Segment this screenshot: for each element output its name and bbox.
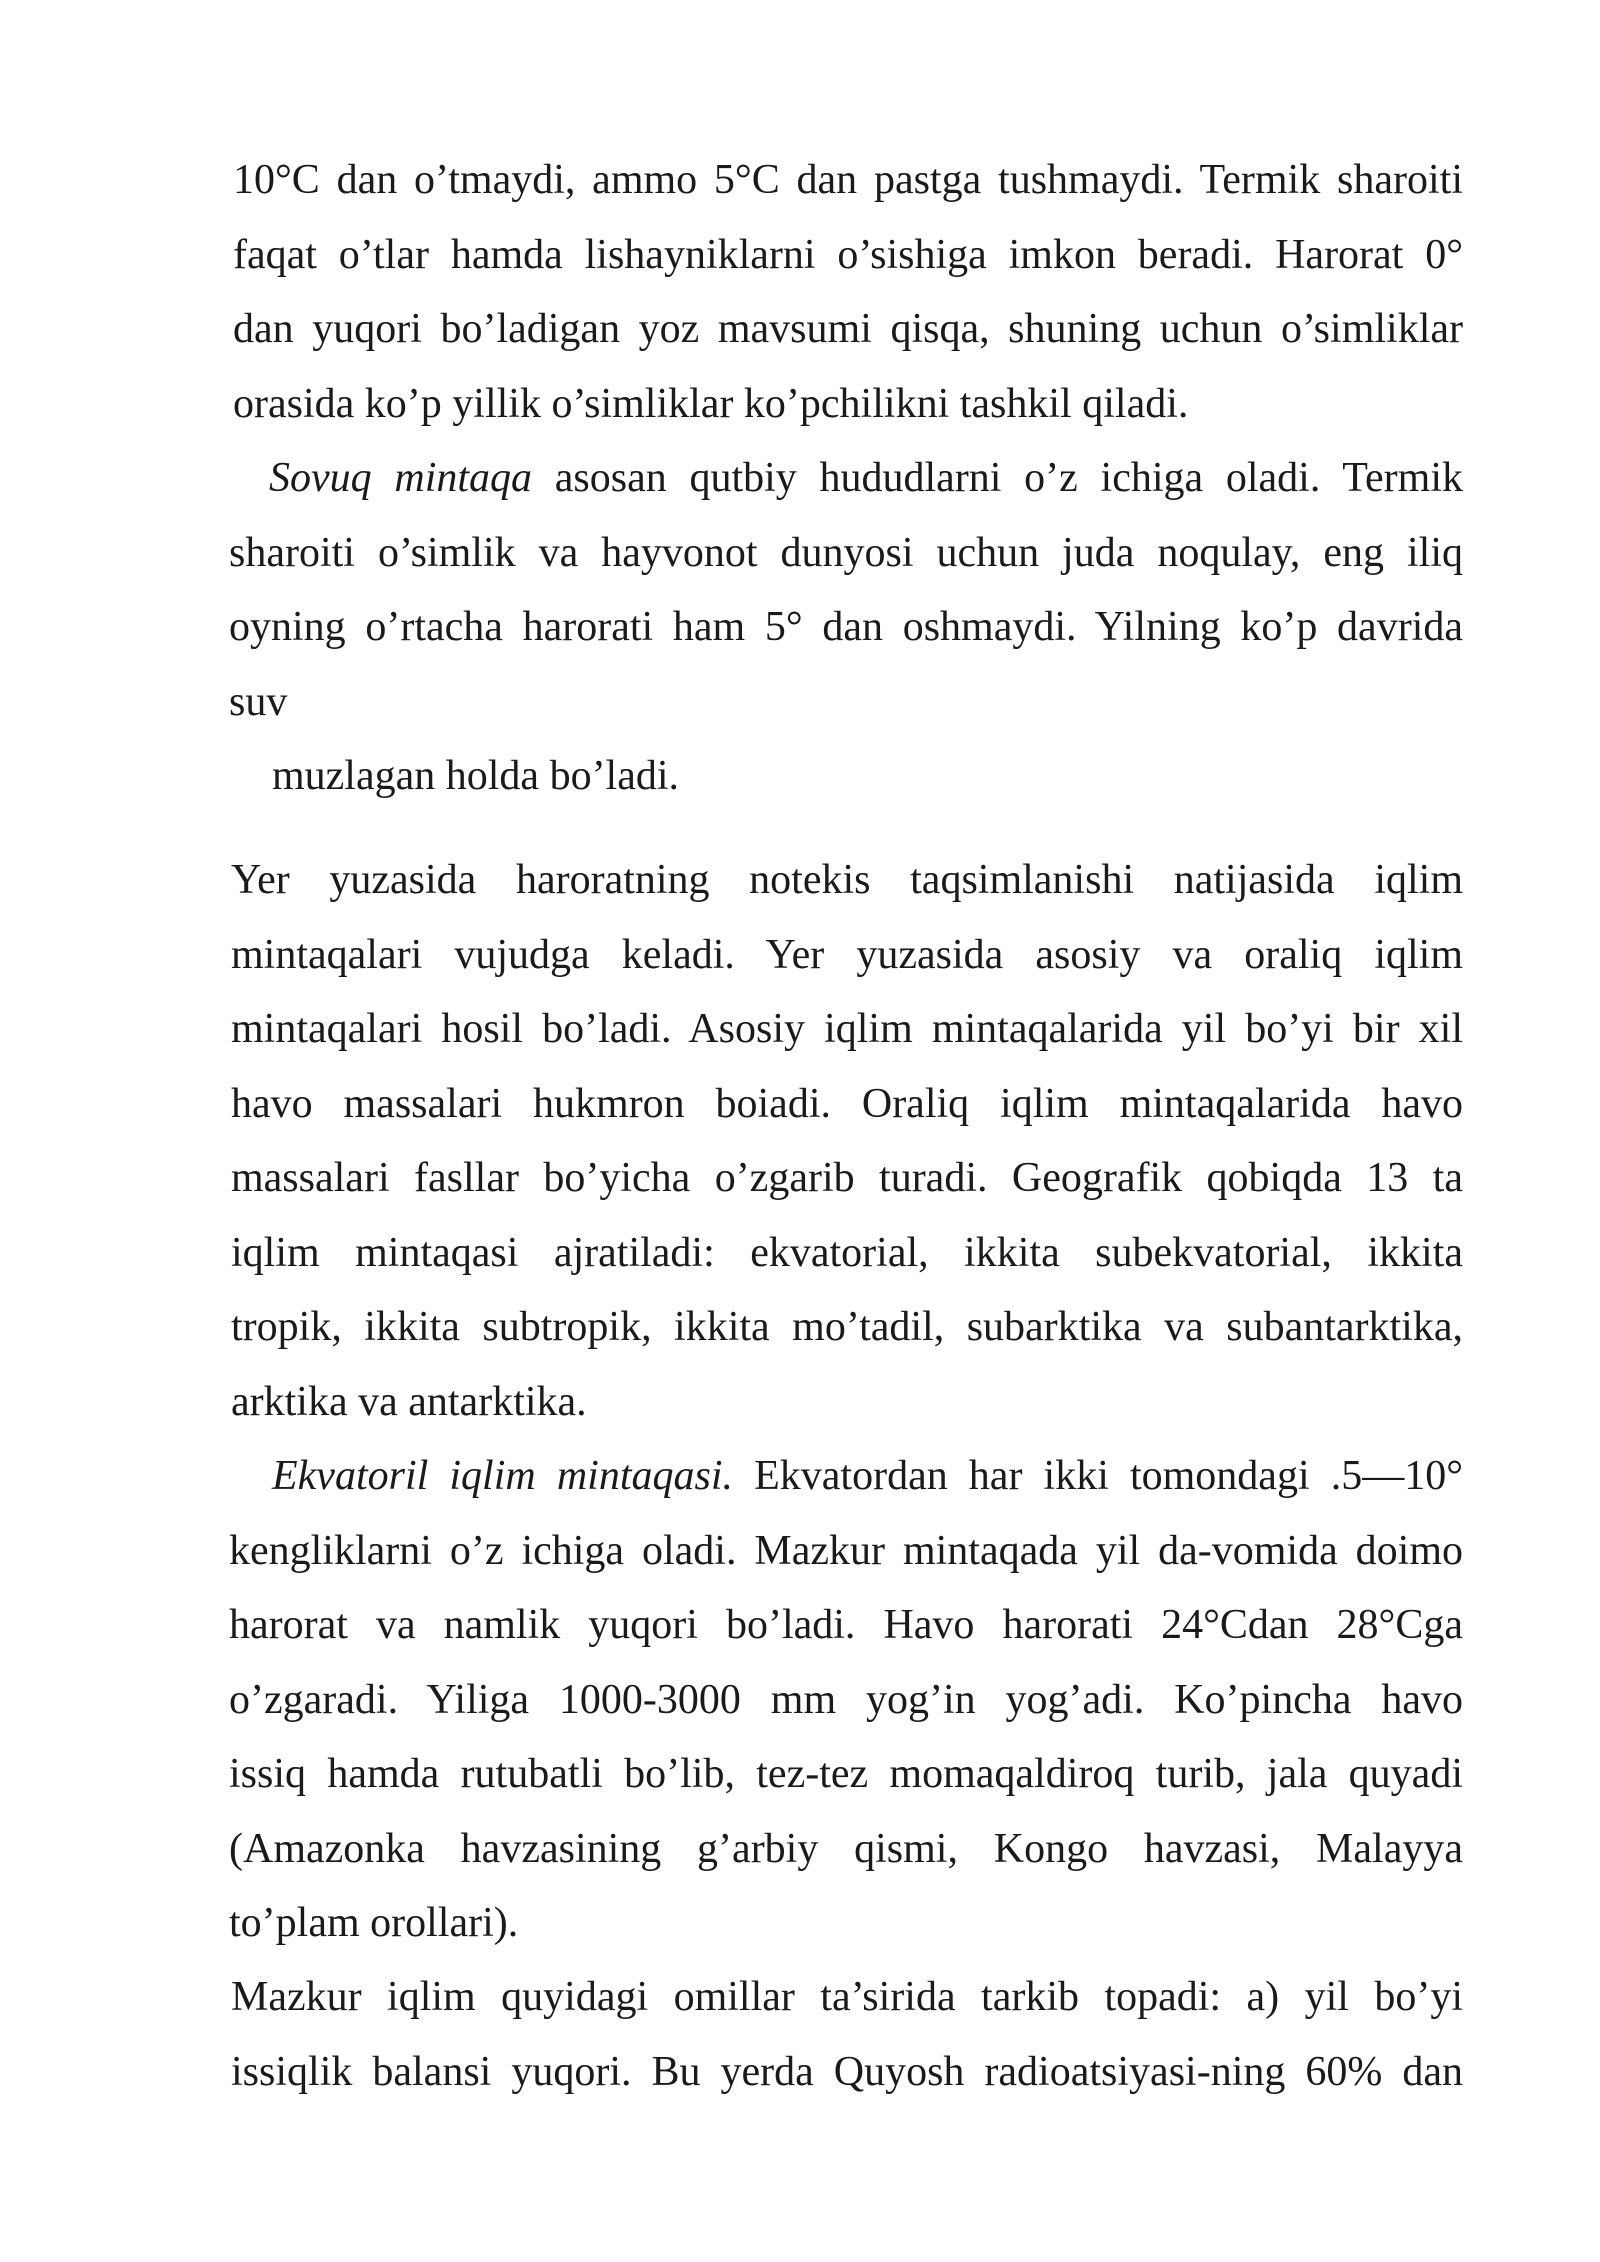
text-line: to’plam orollari).: [229, 1900, 519, 1946]
text-line: Yer yuzasida haroratning notekis taqsimlanishi natijasida iqlim: [231, 857, 1463, 903]
text-line: tropik, ikkita subtropik, ikkita mo’tadil, subarktika va subantarktika,: [231, 1304, 1463, 1350]
text-fragment: asosan qutbiy hududlarni o’z ichiga oladi. Termik: [532, 455, 1463, 501]
paragraph-cold-zone: [229, 441, 1463, 739]
text-line: faqat o’tlar hamda lishayniklarni o’sishiga imkon beradi. Harorat 0°: [233, 231, 1463, 278]
text-line: arktika va antarktika.: [231, 1378, 587, 1425]
text-line: 10°C dan o’tmaydi, ammo 5°C dan pastga tushmaydi. Termik sharoiti: [233, 157, 1463, 203]
text-line: massalari fasllar bo’yicha o’zgarib turadi. Geografik qobiqda 13 ta: [231, 1155, 1463, 1201]
text-fragment: Ekvatordan har ikki tomondagi .5—10°: [733, 1453, 1463, 1499]
text-line: havo massalari hukmron boiadi. Oraliq iqlim mintaqalarida havo: [231, 1080, 1463, 1127]
text-line: o’zgaradi. Yiliga 1000-3000 mm yog’in yog’adi. Ko’pincha havo: [229, 1676, 1463, 1723]
text-line: kengliklarni o’z ichiga oladi. Mazkur mintaqada yil da-vomida doimo: [229, 1527, 1463, 1574]
text-line: iqlim mintaqasi ajratiladi: ekvatorial, ikkita subekvatorial, ikkita: [231, 1229, 1463, 1276]
text-line: sharoiti o’simlik va hayvonot dunyosi uchun juda noqulay, eng iliq: [229, 529, 1463, 576]
text-line: orasida ko’p yillik o’simliklar ko’pchilikni tashkil qiladi.: [233, 380, 1189, 427]
text-line: issiq hamda rutubatli bo’lib, tez-tez momaqaldiroq turib, jala quyadi: [229, 1751, 1463, 1797]
text-line: [229, 1439, 1463, 1514]
text-line: mintaqalari vujudga keladi. Yer yuzasida asosiy va oraliq iqlim: [231, 931, 1463, 978]
text-line: muzlagan holda bo’ladi.: [272, 753, 680, 799]
paragraph-thermal-conditions: [233, 143, 1463, 441]
text-line: mintaqalari hosil bo’ladi. Asosiy iqlim mintaqalarida yil bo’yi bir xil: [231, 1006, 1463, 1052]
text-line: suv: [229, 678, 288, 725]
text-line: (Amazonka havzasining g’arbiy qismi, Kongo havzasi, Malayya: [229, 1825, 1463, 1872]
text-line: Mazkur iqlim quyidagi omillar ta’sirida tarkib topadi: a) yil bo’yi: [231, 1974, 1463, 2020]
paragraph-frozen: [272, 739, 1172, 814]
paragraph-equatorial-zone: [229, 1439, 1463, 1961]
term-cold-zone: Sovuq mintaqa: [269, 455, 533, 501]
paragraph-climate-zones: [231, 843, 1463, 1439]
text-line: issiqlik balansi yuqori. Bu yerda Quyosh radioatsiyasi-ning 60% dan: [231, 2048, 1463, 2095]
text-line: harorat va namlik yuqori bo’ladi. Havo harorati 24°Cdan 28°Cga: [229, 1602, 1463, 1648]
text-line: [229, 441, 1463, 516]
paragraph-climate-factors: [231, 1960, 1463, 2109]
text-line: oyning o’rtacha harorati ham 5° dan oshmaydi. Yilning ko’p davrida: [229, 604, 1463, 650]
term-equatorial-zone: Ekvatoril iqlim mintaqasi.: [272, 1453, 734, 1499]
text-line: dan yuqori bo’ladigan yoz mavsumi qisqa, shuning uchun o’simliklar: [233, 306, 1463, 352]
